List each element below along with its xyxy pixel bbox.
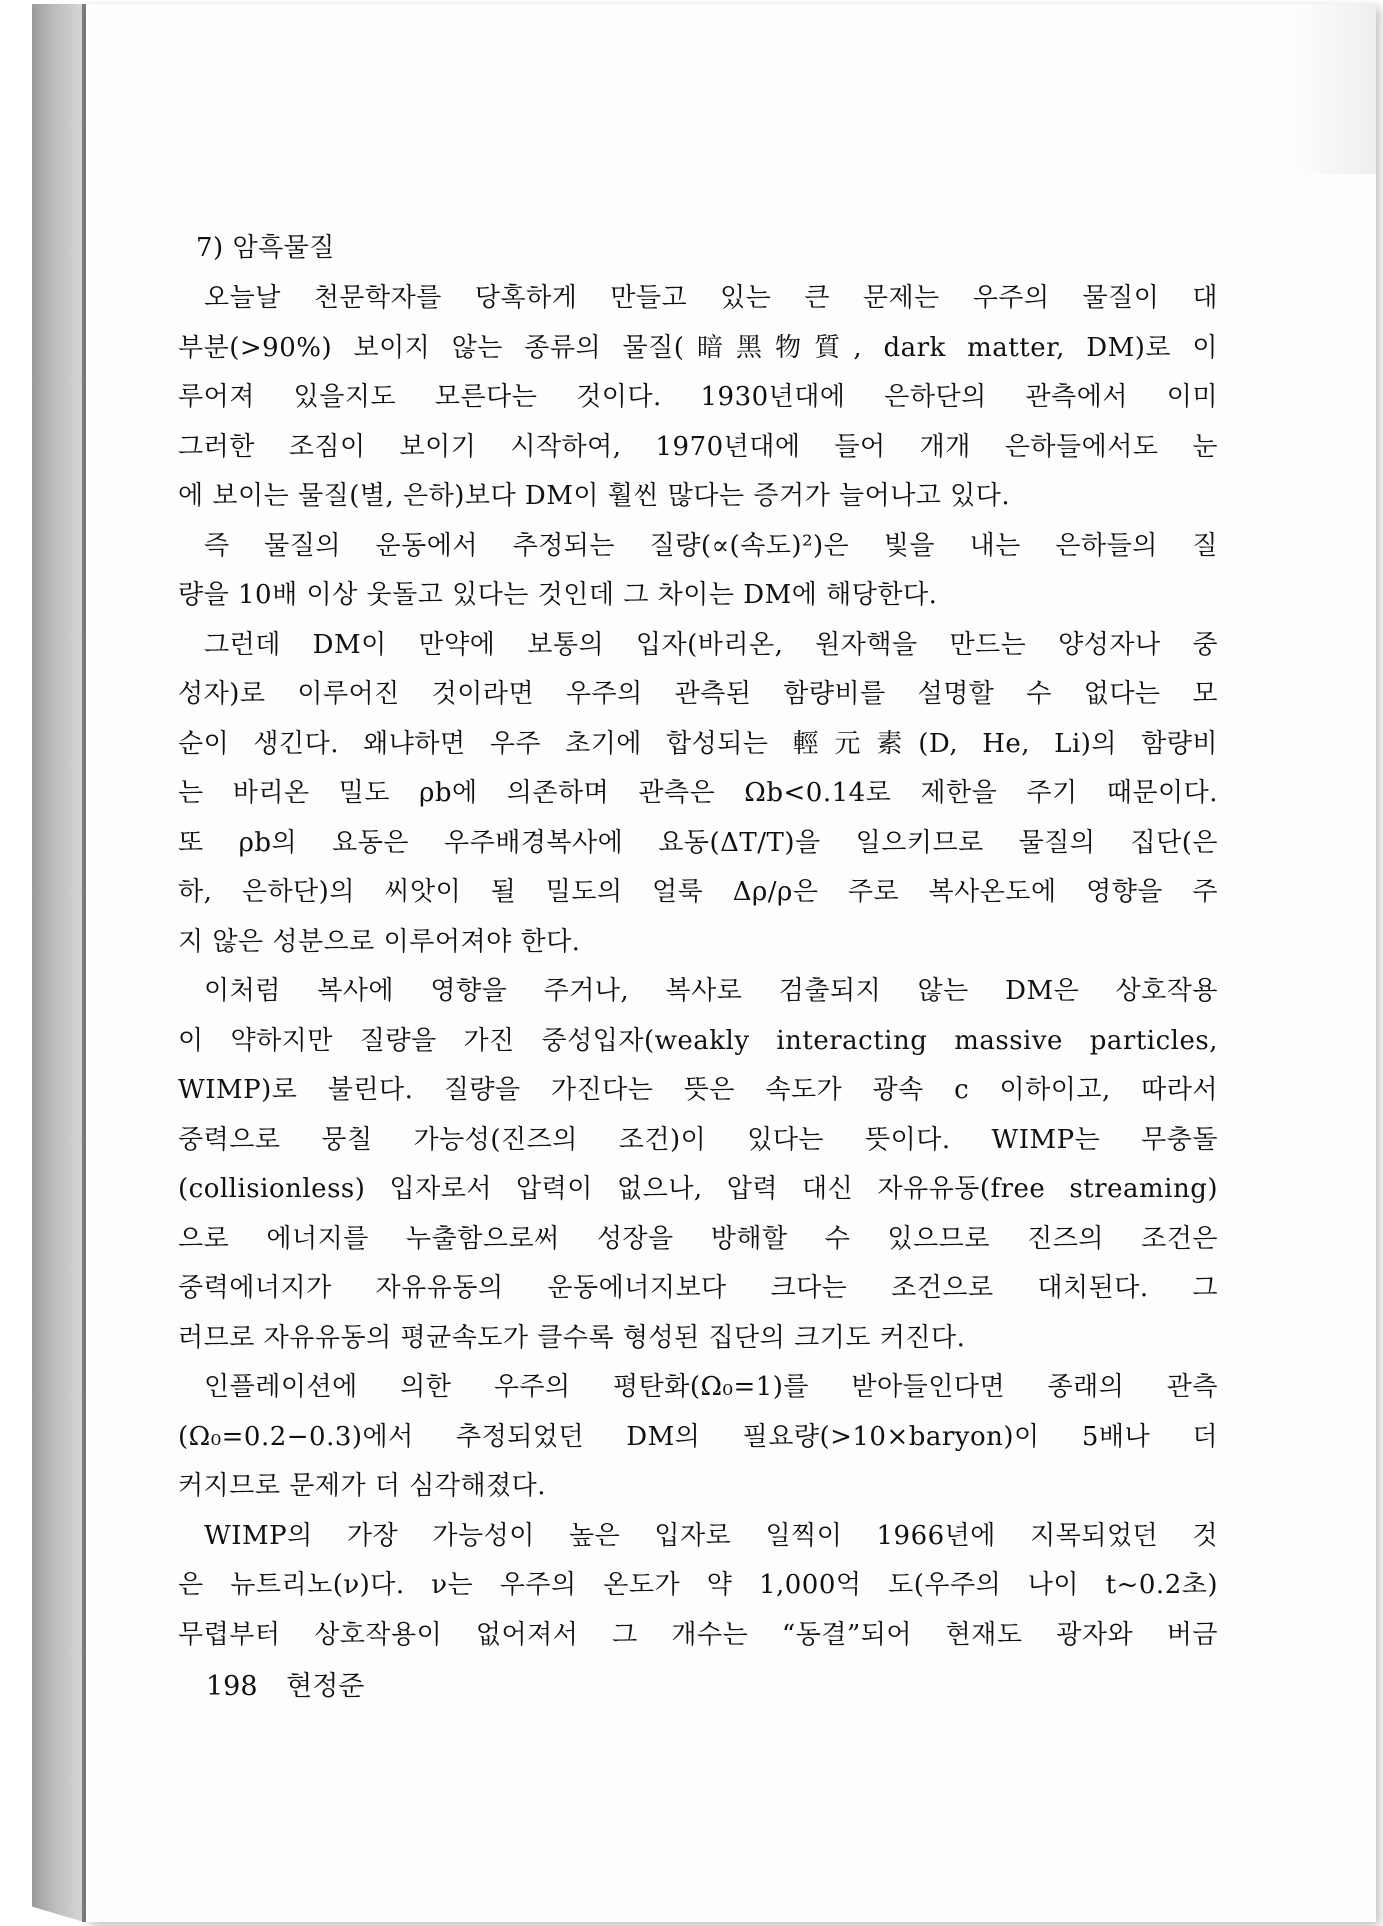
text-line: 는 바리온 밀도 ρb에 의존하며 관측은 Ωb<0.14로 제한을 주기 때문이다. [178,778,1218,808]
text-line: 부분(>90%) 보이지 않는 종류의 물질(暗黑物質, dark matter, DM)로 이 [178,332,1218,363]
text-line: (Ω₀=0.2−0.3)에서 추정되었던 DM의 필요량(>10×baryon)이 5배나 더 [178,1421,1218,1452]
text-line: (collisionless) 입자로서 압력이 없으나, 압력 대신 자유유동(free streaming) [178,1174,1218,1204]
text-line: 인플레이션에 의한 우주의 평탄화(Ω₀=1)를 받아들인다면 종래의 관측 [204,1372,1218,1402]
page-corner-shade [1296,4,1376,174]
text-line: 그런데 DM이 만약에 보통의 입자(바리온, 원자핵을 만드는 양성자나 중 [204,629,1218,660]
author-name: 현정준 [286,1671,365,1702]
text-line: 은 뉴트리노(ν)다. ν는 우주의 온도가 약 1,000억 도(우주의 나이 t~0.2초) [178,1570,1218,1600]
paragraph-2 [178,522,1218,621]
text-line: 오늘날 천문학자를 당혹하게 만들고 있는 큰 문제는 우주의 물질이 대 [204,283,1218,313]
text-line: 하, 은하단)의 씨앗이 될 밀도의 얼룩 Δρ/ρ은 주로 복사온도에 영향을 주 [178,877,1218,907]
text-line: 지 않은 성분으로 이루어져야 한다. [178,926,581,957]
text-line: 중력으로 뭉칠 가능성(진즈의 조건)이 있다는 뜻이다. WIMP는 무충돌 [178,1124,1218,1155]
text-line: 루어져 있을지도 모른다는 것이다. 1930년대에 은하단의 관측에서 이미 [178,382,1218,412]
text-line: 또 ρb의 요동은 우주배경복사에 요동(ΔT/T)을 일으키므로 물질의 집단(은 [178,827,1218,858]
body-text [178,224,1218,1660]
text-line: 이 약하지만 질량을 가진 중성입자(weakly interacting massive particles, [178,1025,1218,1056]
text-line: 러므로 자유유동의 평균속도가 클수록 형성된 집단의 크기도 커진다. [178,1322,966,1353]
paragraph-6 [178,1512,1218,1661]
text-line: WIMP의 가장 가능성이 높은 입자로 일찍이 1966년에 지목되었던 것 [204,1520,1218,1551]
text-line: 그러한 조짐이 보이기 시작하여, 1970년대에 들어 개개 은하들에서도 눈 [178,431,1218,462]
section-title: 7) 암흑물질 [196,233,335,263]
paragraph-4 [178,967,1218,1363]
paragraph-5 [178,1363,1218,1512]
text-line: WIMP)로 불린다. 질량을 가진다는 뜻은 속도가 광속 c 이하이고, 따라서 [178,1075,1218,1105]
text-line: 이처럼 복사에 영향을 주거나, 복사로 검출되지 않는 DM은 상호작용 [204,976,1218,1006]
paragraph-1 [178,274,1218,522]
paragraph-3 [178,621,1218,968]
book-spine-edge [32,4,84,1922]
text-line: 성자)로 이루어진 것이라면 우주의 관측된 함량비를 설명할 수 없다는 모 [178,679,1218,709]
text-line: 량을 10배 이상 웃돌고 있다는 것인데 그 차이는 DM에 해당한다. [178,580,938,610]
text-line: 으로 에너지를 누출함으로써 성장을 방해할 수 있으므로 진즈의 조건은 [178,1223,1218,1254]
text-line: 즉 물질의 운동에서 추정되는 질량(∝(속도)²)은 빛을 내는 은하들의 질 [204,530,1218,561]
text-line: 커지므로 문제가 더 심각해졌다. [178,1471,547,1501]
text-line: 에 보이는 물질(별, 은하)보다 DM이 훨씬 많다는 증거가 늘어나고 있다. [178,481,1011,511]
page-footer [206,1664,384,1703]
text-line: 중력에너지가 자유유동의 운동에너지보다 크다는 조건으로 대치된다. 그 [178,1273,1218,1303]
text-line: 순이 생긴다. 왜냐하면 우주 초기에 합성되는 輕元素(D, He, Li)의 함량비 [178,728,1218,759]
text-line: 무렵부터 상호작용이 없어져서 그 개수는 “동결”되어 현재도 광자와 버금 [178,1619,1218,1650]
page-number: 198 [206,1671,258,1702]
